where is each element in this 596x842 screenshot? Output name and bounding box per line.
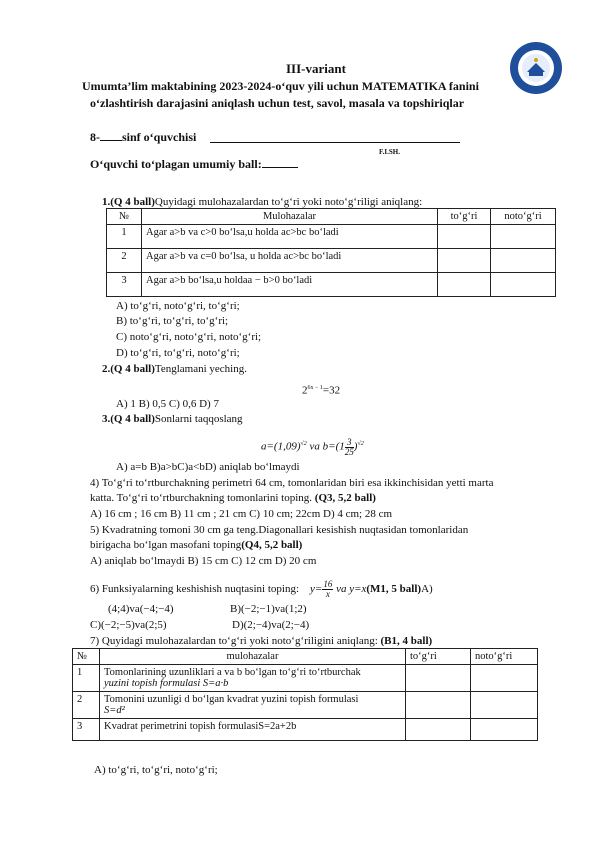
q1-header-num: № — [107, 209, 142, 225]
q1-true-cell[interactable] — [438, 273, 491, 297]
q1-option-a[interactable]: A) to‘g‘ri, noto‘g‘ri, to‘g‘ri; — [116, 300, 240, 312]
q5-points: (Q4, 5,2 ball) — [241, 539, 303, 551]
table-row — [107, 225, 556, 249]
q3-expr-a: a=(1,09) — [261, 440, 301, 453]
q3-expr-end: ) — [353, 440, 358, 453]
q7-row-text — [100, 665, 406, 692]
score-label — [90, 158, 298, 171]
q7-row-line-1: Tomonini uzunligi d bo‘lgan kvadrat yuzini topish formulasi — [104, 694, 359, 705]
q1-row-num: 2 — [107, 249, 142, 273]
q3-exp-a: √2 — [300, 441, 307, 447]
q7-row-num: 2 — [73, 692, 100, 719]
q3-expr-mid: va b=(1 — [306, 440, 345, 453]
q7-false-cell[interactable] — [471, 665, 538, 692]
q7-row-text — [100, 719, 406, 741]
q3-frac-num: 3 — [345, 438, 354, 448]
q7-header-num: № — [73, 649, 100, 665]
q2-text: Tenglamani yeching. — [154, 363, 247, 375]
q3-options[interactable]: A) a=b B)a>bC)a<bD) aniqlab bo‘lmaydi — [116, 461, 300, 473]
q6-question — [90, 578, 433, 600]
q6-points: (M1, 5 ball) — [366, 583, 422, 595]
q6-frac-den: x — [325, 588, 330, 599]
q4-text: katta. To‘g‘ri to‘rtburchakning tomonlarini toping. — [90, 492, 315, 504]
q7-row-num: 1 — [73, 665, 100, 692]
q7-question — [90, 635, 432, 648]
title-line-1: Umumta’lim maktabining 2023-2024-o‘quv yili uchun MATEMATIKA fanini — [82, 79, 479, 93]
q7-true-cell[interactable] — [406, 665, 471, 692]
q2-eq-exp: 6x − 1 — [307, 385, 323, 391]
q5-line-1: 5) Kvadratning tomoni 30 cm ga teng.Diagonallari kesishish nuqtasidan tomonlaridan — [90, 524, 469, 536]
score-blank[interactable] — [262, 167, 298, 168]
q6-text: 6) Funksiyalarning keshishish nuqtasini toping: — [90, 583, 299, 595]
q1-text: Quyidagi mulohazalardan to‘g‘ri yoki noto‘g‘riligi aniqlang: — [154, 196, 423, 208]
q2-label: 2.(Q 4 ball) — [102, 363, 155, 375]
q1-table — [106, 208, 556, 297]
q3-fraction — [345, 438, 354, 457]
q6-option-d[interactable]: D)(2;−4)va(2;−4) — [232, 619, 310, 631]
q7-header-statements: mulohazalar — [100, 649, 406, 665]
q3-frac-den: 25 — [344, 446, 354, 457]
q1-false-cell[interactable] — [491, 273, 556, 297]
q7-row-line-2: S=d² — [104, 705, 125, 716]
class-prefix: 8- — [90, 130, 100, 144]
q6-tail: A) — [421, 583, 433, 595]
q2-eq-base: 2 — [302, 384, 308, 397]
q6-option-c[interactable]: C)(−2;−5)va(2;5) — [90, 619, 167, 631]
q3-text: Sonlarni taqqoslang — [154, 413, 243, 425]
variant-title: III-variant — [286, 61, 346, 76]
q1-row-text: Agar a>b va c=0 bo‘lsa, u holda ac>bc bo‘ladi — [142, 249, 438, 273]
q1-label: 1.(Q 4 ball) — [102, 196, 155, 208]
student-name-line[interactable] — [210, 142, 460, 143]
q1-false-cell[interactable] — [491, 249, 556, 273]
q6-option-a[interactable]: (4;4)va(−4;−4) — [108, 603, 174, 615]
table-row — [107, 249, 556, 273]
q7-true-cell[interactable] — [406, 719, 471, 741]
q7-false-cell[interactable] — [471, 719, 538, 741]
q2-options[interactable]: A) 1 B) 0,5 C) 0,6 D) 7 — [116, 398, 219, 410]
q1-option-c[interactable]: C) noto‘g‘ri, noto‘g‘ri, noto‘g‘ri; — [116, 331, 262, 343]
q1-option-b[interactable]: B) to‘g‘ri, to‘g‘ri, to‘g‘ri; — [116, 315, 229, 327]
q4-points: (Q3, 5,2 ball) — [314, 492, 376, 504]
q3-exp-b: √2 — [357, 441, 364, 447]
q1-row-text: Agar a>b va c>0 bo‘lsa,u holda ac>bc bo‘ladi — [142, 225, 438, 249]
q1-row-num: 3 — [107, 273, 142, 297]
q1-header-statements: Mulohazalar — [142, 209, 438, 225]
fio-label: F.I.SH. — [379, 148, 400, 156]
q7-false-cell[interactable] — [471, 692, 538, 719]
score-text: O‘quvchi to‘plagan umumiy ball: — [90, 157, 262, 171]
q5-text: birigacha bo‘lgan masofani toping — [90, 539, 242, 551]
q7-header-true: to‘g‘ri — [406, 649, 471, 665]
q1-header-false: noto‘g‘ri — [491, 209, 556, 225]
table-row — [107, 273, 556, 297]
q7-table — [72, 648, 538, 741]
q1-table-header — [107, 209, 556, 225]
q1-row-num: 1 — [107, 225, 142, 249]
q4-line-1: 4) To‘g‘ri to‘rtburchakning perimetri 64 cm, tomonlaridan biri esa ikkinchisidan yetti marta — [90, 477, 494, 489]
q7-text: 7) Quyidagi mulohazalardan to‘g‘ri yoki noto‘g‘riligini aniqlang: — [90, 635, 381, 647]
q3-expression — [261, 433, 364, 458]
q7-row-line-2: yuzini topish formulasi S=a·b — [104, 678, 229, 689]
q7-row-line-1: Tomonlarining uzunliklari a va b bo‘lgan to‘g‘ri to‘rtburchak — [104, 667, 361, 678]
q7-header-false: noto‘g‘ri — [471, 649, 538, 665]
q7-table-header — [73, 649, 538, 665]
q2-equation — [302, 382, 340, 398]
q1-true-cell[interactable] — [438, 249, 491, 273]
q1-header-true: to‘g‘ri — [438, 209, 491, 225]
q7-option-a[interactable]: A) to‘g‘ri, to‘g‘ri, noto‘g‘ri; — [94, 764, 218, 776]
q4-options[interactable]: A) 16 cm ; 16 cm B) 11 cm ; 21 cm C) 10 cm; 22cm D) 4 cm; 28 cm — [90, 508, 393, 520]
q6-frac-num: 16 — [323, 578, 333, 589]
q2-eq-rhs: =32 — [322, 384, 341, 397]
q3-question — [102, 413, 243, 426]
class-blank[interactable] — [100, 140, 122, 141]
q7-true-cell[interactable] — [406, 692, 471, 719]
class-suffix: sinf o‘quvchisi — [122, 130, 197, 144]
q7-points: (B1, 4 ball) — [380, 635, 433, 647]
q1-option-d[interactable]: D) to‘g‘ri, to‘g‘ri, noto‘g‘ri; — [116, 347, 240, 359]
q1-row-text: Agar a>b bo‘lsa,u holdaa − b>0 bo‘ladi — [142, 273, 438, 297]
q5-line-2 — [90, 539, 302, 552]
q7-row-text — [100, 692, 406, 719]
table-row — [73, 719, 538, 741]
q3-label: 3.(Q 4 ball) — [102, 413, 155, 425]
q6-option-b[interactable]: B)(−2;−1)va(1;2) — [230, 603, 307, 615]
q7-row-num: 3 — [73, 719, 100, 741]
q4-line-2 — [90, 492, 376, 505]
q6-mid: va y=x — [333, 583, 367, 595]
q5-options[interactable]: A) aniqlab bo‘lmaydi B) 15 cm C) 12 cm D) 20 cm — [90, 555, 317, 567]
q7-row-line-1: Kvadrat perimetrini topish formulasiS=2a+2b — [104, 721, 297, 732]
q6-y-eq: y= — [310, 583, 323, 595]
class-label — [90, 131, 196, 144]
table-row — [73, 692, 538, 719]
ministry-emblem — [509, 41, 563, 95]
q1-false-cell[interactable] — [491, 225, 556, 249]
q6-fraction — [322, 580, 333, 599]
table-row — [73, 665, 538, 692]
title-line-2: o‘zlashtirish darajasini aniqlash uchun test, savol, masala va topshiriqlar — [90, 96, 465, 110]
q2-question — [102, 363, 247, 376]
q1-true-cell[interactable] — [438, 225, 491, 249]
